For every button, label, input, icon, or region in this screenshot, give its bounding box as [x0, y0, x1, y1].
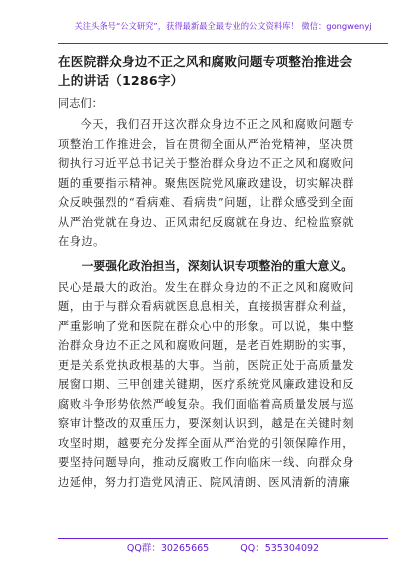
document-title: 在医院群众身边不正之风和腐败问题专项整治推进会上的讲话（1286字） [58, 54, 353, 88]
greeting: 同志们： [58, 97, 103, 110]
document-body [58, 52, 354, 492]
section-heading-1: 一要强化政治担当，深刻认识专项整治的重大意义。 [81, 258, 353, 273]
paragraph-section-1: 民心是最大的政治。发生在群众身边的不正之风和腐败问题，由于与群众看病就医息息相关，直接损害群众利益，严重影响了党和医院在群众心中的形象。可以说，集中整治群众身边不正之风和腐败问题，是老百姓期盼的实事，更是关系党执政根基的大事。当前，医院正处于高质量发展窗口期、三甲创建关键期，医疗系统党风廉政建设和反腐败斗争形势依然严峻复杂。我们面临着高质量发展与巡察审计整改的双重压力，要深刻认识到，越是在关键时刻攻坚时期，越要充分发挥全面从严治党的引领保障作用，要坚持问题导向，推动反腐败工作向临床一线、向群众身边延伸，努力打造党风清正、院风清朗、医风清新的清廉 [58, 280, 354, 489]
footer-qq: QQ：535304092 [240, 543, 320, 554]
footer-bar [58, 538, 388, 562]
paragraph-intro: 今天，我们召开这次群众身边不正之风和腐败问题专项整治工作推进会，旨在贯彻全面从严治党精神，坚决贯彻执行习近平总书记关于整治群众身边不正之风和腐败问题的重要指示精神。聚焦医院党风廉政建设，切实解决群众反映强烈的“看病难、看病贵”问题，让群众感受到全面从严治党就在身边、正风肃纪反腐就在身边、纪检监察就在身边。 [58, 118, 354, 248]
banner-text: 关注头条号“公文研究”，获得最新最全最专业的公文资料库！ 微信：gongwenyj [74, 21, 372, 31]
header-banner [58, 16, 388, 44]
footer-qq-group: QQ群：30265665 [126, 543, 210, 554]
